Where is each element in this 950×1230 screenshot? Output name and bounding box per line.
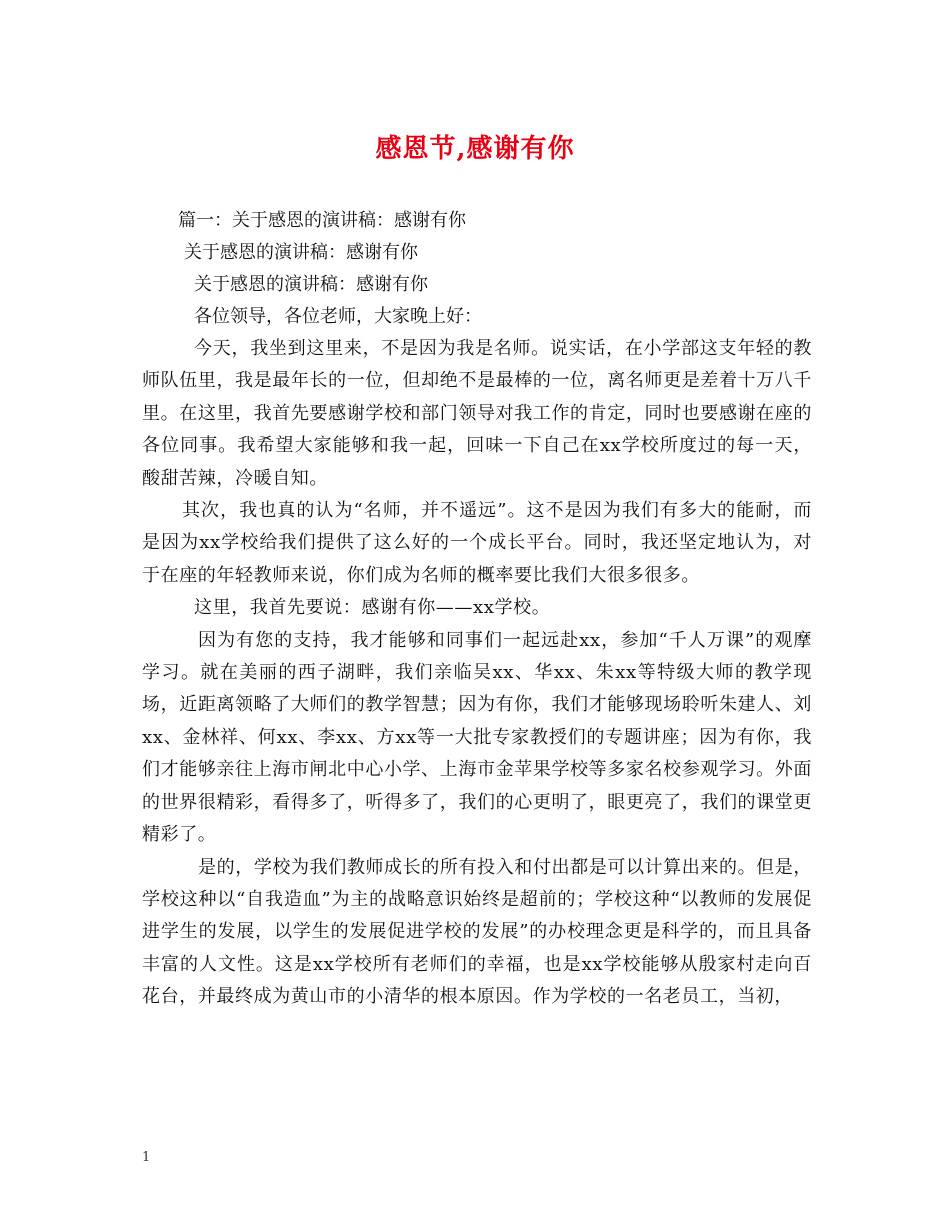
speech-subtitle: 关于感恩的演讲稿：感谢有你	[184, 242, 418, 263]
section-heading: 篇一：关于感恩的演讲稿：感谢有你	[178, 210, 466, 231]
paragraph-2: 其次，我也真的认为“名师，并不遥远”。这不是因为我们有多大的能耐，而是因为xx学校给我们提供了这么好的一个成长平台。同时，我还坚定地认为，对于在座的年轻教师来说，你们成为名师的概率要比我们大很多很多。	[142, 500, 812, 586]
page-number: 1	[142, 1150, 151, 1165]
greeting-line: 各位领导，各位老师，大家晚上好：	[194, 306, 482, 327]
document-body	[142, 205, 812, 1014]
document-title: 感恩节,感谢有你	[375, 134, 575, 164]
paragraph-5: 是的，学校为我们教师成长的所有投入和付出都是可以计算出来的。但是，学校这种以“自我造血”为主的战略意识始终是超前的；学校这种“以教师的发展促进学生的发展，以学生的发展促进学校的发展”的办校理念更是科学的，而且具备丰富的人文性。这是xx学校所有老师们的幸福，也是xx学校能够从殷家村走向百花台，并最终成为黄山市的小清华的根本原因。作为学校的一名老员工，当初，	[142, 856, 812, 1008]
paragraph-3: 这里，我首先要说：感谢有你——xx学校。	[194, 597, 551, 619]
paragraph-4: 因为有您的支持，我才能够和同事们一起远赴xx，参加“千人万课”的观摩学习。就在美丽的西子湖畔，我们亲临吴xx、华xx、朱xx等特级大师的教学现场，近距离领略了大师们的教学智慧；因为有你，我们才能够现场聆听朱建人、刘xx、金林祥、何xx、李xx、方xx等一大批专家教授们的专题讲座；因为有你，我们才能够亲往上海市闸北中心小学、上海市金苹果学校等多家名校参观学习。外面的世界很精彩，看得多了，听得多了，我们的心更明了，眼更亮了，我们的课堂更精彩了。	[142, 629, 812, 846]
speech-title: 关于感恩的演讲稿：感谢有你	[194, 274, 428, 295]
paragraph-1: 今天，我坐到这里来，不是因为我是名师。说实话，在小学部这支年轻的教师队伍里，我是最年长的一位，但却绝不是最棒的一位，离名师更是差着十万八千里。在这里，我首先要感谢学校和部门领导对我工作的肯定，同时也要感谢在座的各位同事。我希望大家能够和我一起，回味一下自己在xx学校所度过的每一天，酸甜苦辣，冷暖自知。	[142, 338, 812, 489]
